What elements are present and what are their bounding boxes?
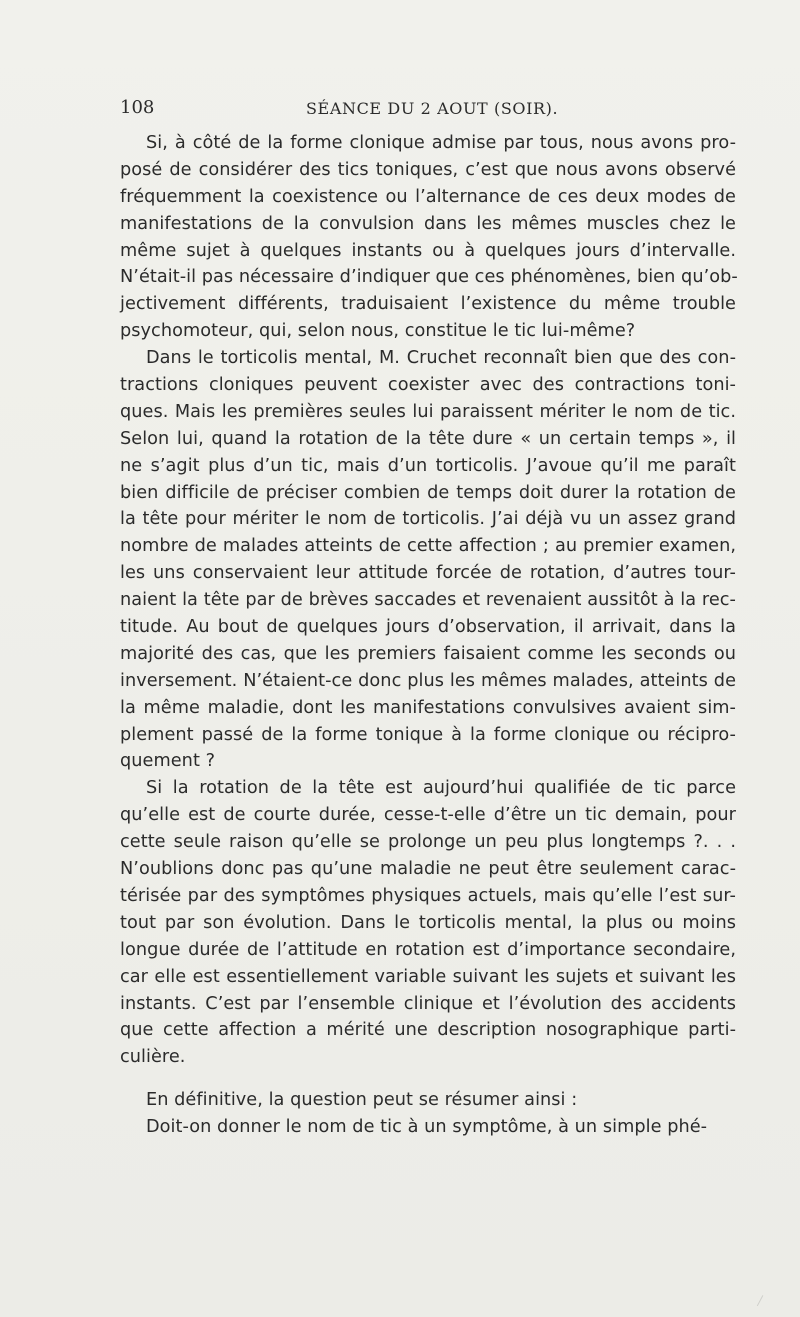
paragraph-2-line-16: quement ? (120, 751, 216, 772)
paragraph-2-line-9: les uns conservaient leur attitude forcée de rotation, d’autres tour- (120, 563, 736, 584)
paragraph-spacer (120, 1071, 736, 1087)
main-text (120, 130, 736, 1141)
paragraph-3-line-6: tout par son évolution. Dans le torticolis mental, la plus ou moins (120, 912, 736, 933)
paragraph-1-line-5: même sujet à quelques instants ou à quelques jours d’intervalle. (120, 240, 736, 261)
paragraph-2-line-13: inversement. N’étaient-ce donc plus les mêmes malades, atteints de (120, 670, 736, 691)
paragraph-2-line-3: ques. Mais les premières seules lui paraissent mériter le nom de tic. (120, 401, 736, 422)
paragraph-1-line-1: Si, à côté de la forme clonique admise par tous, nous avons pro- (146, 133, 736, 153)
paragraph-3-line-2: qu’elle est de courte durée, cesse-t-elle d’être un tic demain, pour (120, 805, 736, 826)
paper-mark (757, 1295, 772, 1311)
paragraph-3-line-9: instants. C’est par l’ensemble clinique et l’évolution des accidents (120, 993, 736, 1014)
paragraph-2-line-7: la tête pour mériter le nom de torticolis. J’ai déjà vu un assez grand (120, 509, 736, 530)
paragraph-3-line-10: que cette affection a mérité une description nosographique parti- (120, 1020, 736, 1041)
paragraph-3-line-8: car elle est essentiellement variable suivant les sujets et suivant les (120, 966, 736, 987)
paragraph-2-line-4: Selon lui, quand la rotation de la tête dure « un certain temps », il (120, 428, 736, 449)
paragraph-1-line-4: manifestations de la convulsion dans les mêmes muscles chez le (120, 213, 736, 234)
page-number: 108 (120, 97, 155, 118)
paragraph-2-line-6: bien difficile de préciser combien de temps doit durer la rotation de (120, 482, 736, 503)
paragraph-4-line-1: En définitive, la question peut se résumer ainsi : (146, 1090, 578, 1111)
paragraph-2-line-1: Dans le torticolis mental, M. Cruchet reconnaît bien que des con- (146, 348, 736, 369)
running-head: SÉANCE DU 2 AOUT (SOIR). (306, 99, 559, 118)
paragraph-3-line-7: longue durée de l’attitude en rotation est d’importance secondaire, (120, 939, 736, 960)
paragraph-1-line-7: jectivement différents, traduisaient l’existence du même trouble (120, 294, 736, 315)
paragraph-1-line-2: posé de considérer des tics toniques, c’est que nous avons observé (120, 159, 736, 180)
paragraph-2-line-11: titude. Au bout de quelques jours d’observation, il arrivait, dans la (120, 617, 736, 638)
paragraph-3-line-1: Si la rotation de la tête est aujourd’hui qualifiée de tic parce (146, 778, 736, 799)
paragraph-1-line-6: N’était-il pas nécessaire d’indiquer que ces phénomènes, bien qu’ob- (120, 267, 738, 288)
paragraph-3-line-3: cette seule raison qu’elle se prolonge un peu plus longtemps ?. . . (120, 832, 736, 853)
paragraph-3-line-11: culière. (120, 1047, 186, 1068)
paragraph-3-line-5: térisée par des symptômes physiques actuels, mais qu’elle l’est sur- (120, 885, 736, 906)
paragraph-1-line-8: psychomoteur, qui, selon nous, constitue le tic lui-même? (120, 321, 636, 342)
paragraph-2-line-12: majorité des cas, que les premiers faisaient comme les seconds ou (120, 643, 736, 664)
paragraph-3-line-4: N’oublions donc pas qu’une maladie ne peut être seulement carac- (120, 859, 736, 880)
paragraph-1-line-3: fréquemment la coexistence ou l’alternance de ces deux modes de (120, 186, 736, 207)
page-header (120, 97, 736, 125)
paragraph-5-line-1: Doit-on donner le nom de tic à un symptôme, à un simple phé- (146, 1117, 708, 1138)
paragraph-2-line-8: nombre de malades atteints de cette affection ; au premier examen, (120, 536, 736, 557)
paragraph-2-line-5: ne s’agit plus d’un tic, mais d’un torticolis. J’avoue qu’il me paraît (120, 455, 736, 476)
paragraph-2-line-2: tractions cloniques peuvent coexister avec des contractions toni- (120, 375, 736, 396)
paragraph-2-line-15: plement passé de la forme tonique à la forme clonique ou récipro- (120, 724, 736, 745)
paragraph-2-line-10: naient la tête par de brèves saccades et revenaient aussitôt à la rec- (120, 590, 736, 611)
paragraph-2-line-14: la même maladie, dont les manifestations convulsives avaient sim- (120, 697, 736, 718)
